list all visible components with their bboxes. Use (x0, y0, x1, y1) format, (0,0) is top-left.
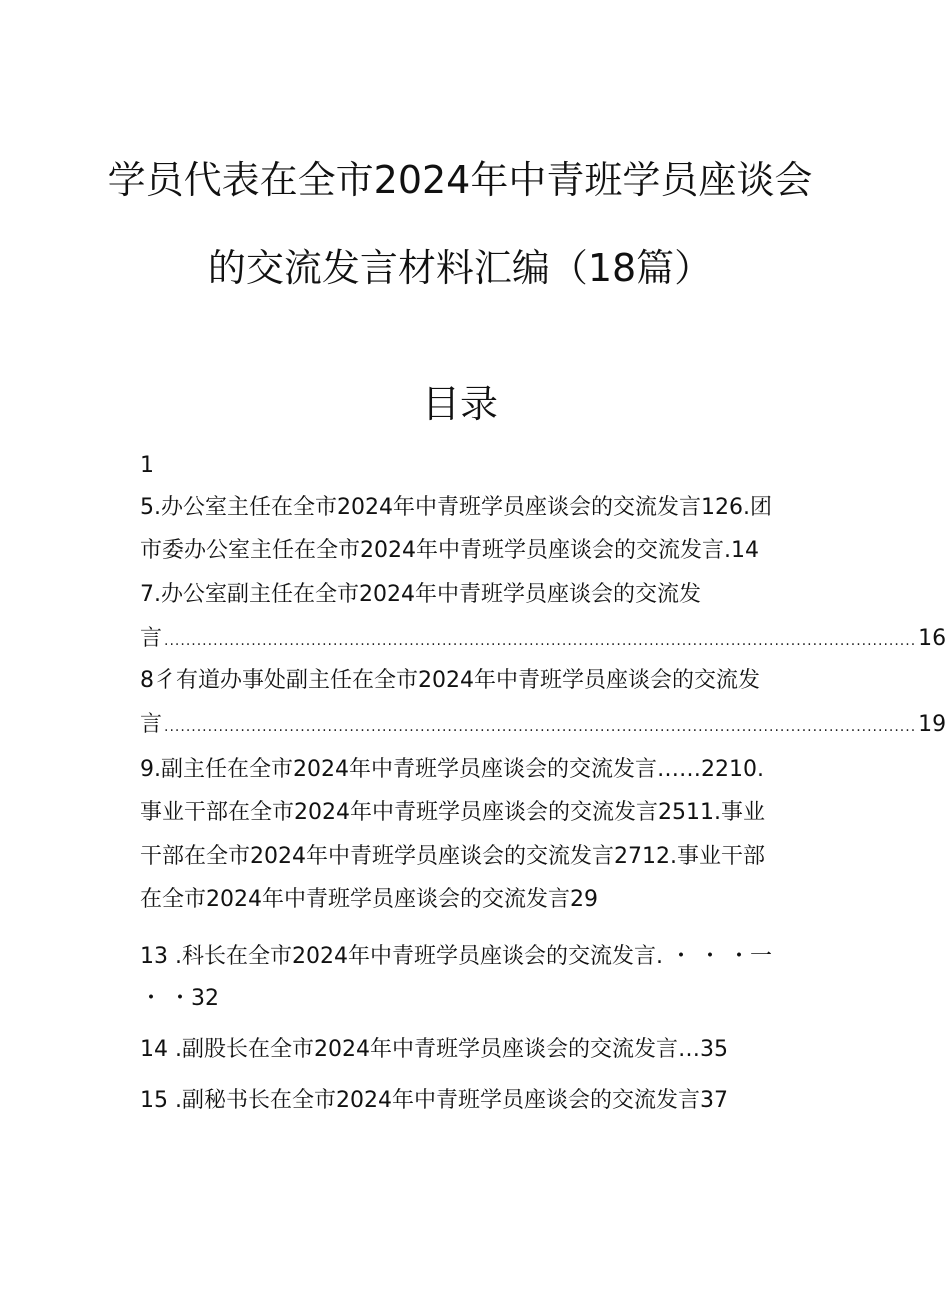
toc-page-number: 19 (918, 712, 946, 737)
document-title-line-1: 学员代表在全市2024年中青班学员座谈会 (107, 158, 813, 202)
toc-line-dotted (140, 710, 946, 742)
toc-line: 事业干部在全市2024年中青班学员座谈会的交流发言2511.事业 (140, 800, 765, 825)
toc-line: ・ ・32 (140, 986, 219, 1011)
toc-line: 14 .副股长在全市2024年中青班学员座谈会的交流发言…35 (140, 1037, 728, 1062)
toc-dot-leader: .......................................................................................................................................... (164, 633, 917, 649)
toc-line: 1 (140, 453, 154, 478)
toc-line: 干部在全市2024年中青班学员座谈会的交流发言2712.事业干部 (140, 844, 765, 869)
toc-line: 15 .副秘书长在全市2024年中青班学员座谈会的交流发言37 (140, 1088, 728, 1113)
toc-line: 5.办公室主任在全市2024年中青班学员座谈会的交流发言126.团 (140, 495, 772, 520)
toc-page-number: 16 (918, 626, 946, 651)
document-title-line-2: 的交流发言材料汇编（18篇） (207, 246, 713, 290)
toc-line: 7.办公室副主任在全市2024年中青班学员座谈会的交流发 (140, 582, 701, 607)
toc-entry-text: 言 (140, 712, 163, 737)
toc-line: 8彳有道办事处副主任在全市2024年中青班学员座谈会的交流发 (140, 668, 760, 693)
toc-line: 在全市2024年中青班学员座谈会的交流发言29 (140, 887, 598, 912)
toc-entry-text: 言 (140, 626, 163, 651)
toc-dot-leader: .......................................................................................................................................... (164, 719, 917, 735)
toc-line: 市委办公室主任在全市2024年中青班学员座谈会的交流发言.14 (140, 538, 759, 563)
toc-heading: 目录 (421, 382, 498, 426)
toc-line: 13 .科长在全市2024年中青班学员座谈会的交流发言. ・ ・ ・一 (140, 944, 772, 969)
toc-line: 9.副主任在全市2024年中青班学员座谈会的交流发言……2210. (140, 757, 764, 782)
toc-line-dotted (140, 624, 946, 656)
